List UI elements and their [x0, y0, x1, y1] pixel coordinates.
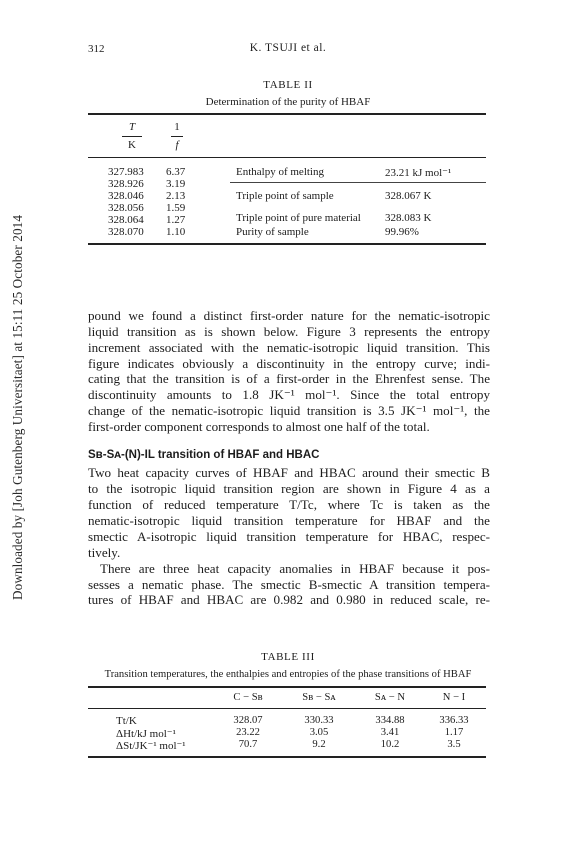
table2-f-1: 3.19: [166, 178, 186, 190]
table3-col-2: Sᴀ − N: [374, 692, 406, 703]
section-heading: Sʙ-Sᴀ-(N)-IL transition of HBAF and HBAC: [88, 449, 320, 461]
page-number: 312: [88, 43, 105, 55]
paragraph1-line-4: cating that the transition is of a first-order in the Ehrenfest sense. The: [88, 371, 490, 386]
table3-cell-0-2: 334.88: [375, 715, 405, 726]
table3-cell-0-3: 336.33: [439, 715, 469, 726]
table3-caption: Transition temperatures, the enthalpies and entropies of the phase transitions of HBAF: [104, 669, 472, 680]
table2-prop-rule: [230, 182, 486, 183]
table2-prop-value-1: 328.067 K: [385, 190, 432, 202]
paragraph2-line-2: function of reduced temperature T/Tc, where Tc is taken as the: [88, 497, 490, 512]
table2-prop-label-0: Enthalpy of melting: [236, 166, 324, 178]
table2-prop-label-3: Purity of sample: [236, 226, 309, 238]
paragraph3-line-1: sesses a nematic phase. The smectic B-smectic A transition tempera-: [88, 577, 490, 592]
table2-prop-label-2: Triple point of pure material: [236, 212, 361, 224]
table3-row-label-2: ΔSt/JK⁻¹ mol⁻¹: [116, 740, 186, 752]
paragraph1-line-5: discontinuity amounts to 1.8 JK⁻¹ mol⁻¹. Since the total entropy: [88, 387, 490, 402]
paragraph2-line-3: nematic-isotropic liquid transition temperature for HBAF and the: [88, 513, 490, 528]
table2-f-4: 1.27: [166, 214, 186, 226]
table2-T-2: 328.046: [108, 190, 144, 202]
table2-col-T-unit: K: [128, 139, 136, 151]
table3-col-0: C − Sʙ: [233, 692, 263, 703]
paragraph1-line-0: pound we found a distinct first-order nature for the nematic-isotropic: [88, 308, 490, 323]
table2-col-T-line: [122, 136, 142, 137]
paragraph3-line-2: tures of HBAF and HBAC are 0.982 and 0.980 in reduced scale, re-: [88, 592, 490, 607]
table3-cell-1-3: 1.17: [444, 727, 464, 738]
running-head: K. TSUJI et al.: [249, 42, 327, 54]
table3-cell-2-2: 10.2: [380, 739, 400, 750]
table2-T-1: 328.926: [108, 178, 144, 190]
table2-prop-label-1: Triple point of sample: [236, 190, 334, 202]
table2-T-3: 328.056: [108, 202, 144, 214]
table3-header-rule: [88, 708, 486, 709]
table2-T-5: 328.070: [108, 226, 144, 238]
table3-cell-2-0: 70.7: [238, 739, 258, 750]
table2-T-0: 327.983: [108, 166, 144, 178]
table2-header-rule: [88, 157, 486, 158]
table2-prop-value-2: 328.083 K: [385, 212, 432, 224]
table2-prop-value-0: 23.21 kJ mol⁻¹: [385, 167, 452, 179]
table3-cell-2-1: 9.2: [312, 739, 326, 750]
table3-col-3: N − I: [442, 692, 466, 703]
table3-cell-0-1: 330.33: [304, 715, 334, 726]
paragraph1-line-2: increment associated with the nematic-isotropic liquid transition. This: [88, 340, 490, 355]
paragraph1-line-1: liquid transition as is shown below. Figure 3 represents the entropy: [88, 324, 490, 339]
table2-label: TABLE II: [263, 79, 313, 91]
table3-row-label-1: ΔHt/kJ mol⁻¹: [116, 728, 176, 740]
table2-prop-value-3: 99.96%: [385, 226, 419, 238]
table3-top-rule: [88, 686, 486, 688]
paragraph1-line-3: figure indicates obviously a discontinuity in the entropy curve; indi-: [88, 356, 490, 371]
table2-top-rule: [88, 113, 486, 115]
table3-cell-0-0: 328.07: [233, 715, 263, 726]
table3-cell-1-0: 23.22: [236, 727, 260, 738]
paragraph2-line-1: to the isotropic liquid transition region are shown in Figure 4 as a: [88, 481, 490, 496]
paragraph1-line-6: change of the nematic-isotropic liquid transition is 3.5 JK⁻¹ mol⁻¹, the: [88, 403, 490, 418]
table3-cell-2-3: 3.5: [447, 739, 461, 750]
paragraph2-line-5: tively.: [88, 545, 121, 560]
table3-label: TABLE III: [261, 651, 315, 663]
table2-bottom-rule: [88, 243, 486, 245]
table2-col-f-den: f: [175, 139, 179, 151]
table2-col-f-line: [171, 136, 183, 137]
table2-col-f-num: 1: [174, 121, 180, 133]
paragraph3-line-0: There are three heat capacity anomalies in HBAF because it pos-: [100, 561, 490, 576]
table3-col-1: Sʙ − Sᴀ: [302, 692, 336, 703]
table3-bottom-rule: [88, 756, 486, 758]
table2-f-0: 6.37: [166, 166, 186, 178]
table2-f-2: 2.13: [166, 190, 186, 202]
paragraph2-line-4: smectic A-isotropic liquid transition temperature for HBAC, respec-: [88, 529, 490, 544]
table3-cell-1-1: 3.05: [309, 727, 329, 738]
download-watermark: Downloaded by [Joh Gutenberg Universitaet] at 15:11 25 October 2014: [10, 214, 25, 600]
table2-caption: Determination of the purity of HBAF: [205, 96, 371, 108]
table3-row-label-0: Tt/K: [116, 715, 137, 727]
table2-col-T: T: [128, 121, 136, 133]
paragraph2-line-0: Two heat capacity curves of HBAF and HBAC around their smectic B: [88, 465, 490, 480]
table3-cell-1-2: 3.41: [380, 727, 400, 738]
paragraph1-line-7: first-order component corresponds to almost one half of the total.: [88, 419, 430, 434]
table2-f-3: 1.59: [166, 202, 186, 214]
table2-f-5: 1.10: [166, 226, 186, 238]
table2-T-4: 328.064: [108, 214, 144, 226]
